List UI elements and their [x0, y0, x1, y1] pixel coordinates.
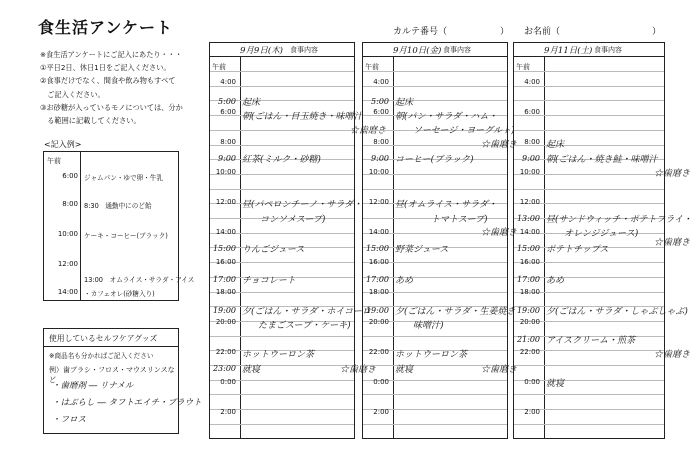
- row-line: [363, 189, 507, 190]
- name-label: お名前（: [524, 27, 561, 37]
- entry-time: 19:00: [365, 306, 389, 315]
- meal-entry: ☆歯磨き: [481, 140, 518, 150]
- hour-label: 22:00: [215, 348, 236, 356]
- hour-label: 18:00: [368, 288, 389, 296]
- meal-entry: チョコレート: [242, 276, 296, 286]
- day-header: [210, 43, 354, 57]
- meal-entry: 朝(パン・サラダ・ハム・: [395, 112, 498, 122]
- hour-label: 2:00: [220, 408, 236, 416]
- day-date: 9月10日(金): [393, 46, 442, 56]
- instruction-line: ②食事だけでなく、間食や飲み物もすべて: [40, 76, 176, 86]
- hour-label: 10:00: [519, 168, 540, 176]
- day-content-label: 食事内容: [290, 46, 318, 54]
- karte-number-label: カルテ番号（: [393, 27, 448, 37]
- row-line: [514, 71, 664, 72]
- hour-label: 6:00: [220, 108, 236, 116]
- entry-time: 15:00: [516, 244, 540, 253]
- instructions: [40, 48, 200, 127]
- am-label: 午前: [365, 63, 379, 71]
- meal-entry: ホットウーロン茶: [242, 350, 315, 360]
- entry-time: 21:00: [516, 335, 540, 344]
- entry-time: 15:00: [365, 244, 389, 253]
- hour-label: 14:00: [519, 228, 540, 236]
- hour-label: 10:00: [215, 168, 236, 176]
- hour-label: 4:00: [220, 78, 236, 86]
- selfcare-item: ・歯磨剤 ― リナメル: [52, 381, 134, 391]
- hour-label: 8:00: [373, 138, 389, 146]
- hour-label: 20:00: [368, 318, 389, 326]
- meal-entry: 朝(ごはん・焼き鮭・味噌汁: [546, 155, 658, 165]
- page-title: 食生活アンケート: [38, 18, 174, 37]
- day-date: 9月11日(土): [544, 46, 593, 56]
- meal-entry: ポテトチップス: [546, 245, 609, 255]
- day-content-label: 食事内容: [594, 46, 622, 54]
- day-column: [362, 42, 518, 439]
- day-header: [363, 43, 507, 57]
- instruction-line: ※食生活アンケートにご記入にあたり・・・: [40, 50, 183, 59]
- hour-label: 12:00: [215, 198, 236, 206]
- hour-label: 6:00: [373, 108, 389, 116]
- entry-time: 23:00: [212, 364, 236, 373]
- meal-entry: 夕(ごはん・サラダ・生姜焼き: [395, 307, 516, 317]
- meal-entry: 夕(ごはん・サラダ・ホイコーロ: [242, 307, 372, 317]
- selfcare-box: [43, 328, 202, 434]
- example-head: 午前: [47, 157, 61, 165]
- meal-entry: アイスクリーム・煎茶: [546, 336, 636, 346]
- name-close: ）: [652, 27, 662, 37]
- row-line: [363, 424, 507, 425]
- instruction-line: ①平日2日、休日1日をご記入ください。: [40, 63, 171, 73]
- meal-entry: 就寝: [242, 365, 261, 375]
- row-line: [210, 336, 354, 337]
- selfcare-item: ・フロス: [52, 415, 87, 425]
- hour-label: 8:00: [220, 138, 236, 146]
- hour-label: 16:00: [519, 258, 540, 266]
- day-content-label: 食事内容: [443, 46, 471, 54]
- entry-time: 17:00: [212, 275, 236, 284]
- meal-entry: 味噌汁): [413, 321, 444, 331]
- meal-entry: ☆歯磨き: [654, 169, 691, 179]
- meal-entry: ホットウーロン茶: [395, 350, 468, 360]
- entry-time: 19:00: [212, 306, 236, 315]
- row-line: [363, 71, 507, 72]
- hour-label: 4:00: [524, 78, 540, 86]
- example-row: 6:00 ジャムパン・ゆで卵・牛乳: [62, 172, 163, 182]
- hour-label: 18:00: [519, 288, 540, 296]
- selfcare-question: 例）歯ブラシ・フロス・マウスリンスなど: [49, 366, 175, 384]
- meal-entry: 起床: [546, 140, 565, 150]
- row-line: [514, 394, 664, 395]
- hour-label: 10:00: [368, 168, 389, 176]
- hour-label: 16:00: [368, 258, 389, 266]
- meal-entry: 夕(ごはん・サラダ・しゃぶしゃぶ): [546, 307, 688, 317]
- meal-entry: あめ: [546, 276, 565, 286]
- hour-label: 8:00: [524, 138, 540, 146]
- example-row: 12:00: [57, 260, 78, 268]
- hour-label: 0:00: [373, 378, 389, 386]
- meal-entry: りんごジュース: [242, 245, 305, 255]
- example-table: [43, 151, 195, 301]
- hour-label: 22:00: [368, 348, 389, 356]
- row-line: [210, 189, 354, 190]
- meal-entry: オレンジジュース): [564, 229, 639, 239]
- row-line: [210, 71, 354, 72]
- row-line: [514, 130, 664, 131]
- hour-label: 22:00: [519, 348, 540, 356]
- hour-label: 0:00: [220, 378, 236, 386]
- meal-entry: 就寝: [395, 365, 414, 375]
- meal-entry: たまごスープ・ケーキ): [258, 321, 351, 331]
- instruction-line: る範囲に記載してください。: [40, 116, 141, 126]
- row-line: [514, 189, 664, 190]
- instruction-line: ③お砂糖が入っているモノについては、分か: [40, 102, 183, 112]
- example-row: 14:00 ・カフェオレ(砂糖入り): [57, 288, 155, 298]
- day-column: [513, 42, 692, 439]
- hour-label: 20:00: [519, 318, 540, 326]
- hour-label: 12:00: [368, 198, 389, 206]
- meal-entry: あめ: [395, 276, 414, 286]
- entry-time: 9:00: [371, 154, 389, 163]
- entry-time: 19:00: [516, 306, 540, 315]
- meal-entry: 起床: [395, 98, 414, 108]
- hour-label: 6:00: [524, 108, 540, 116]
- row-line: [210, 130, 354, 131]
- row-line: [514, 100, 664, 101]
- hour-label: 0:00: [524, 378, 540, 386]
- meal-entry: ☆歯磨き: [654, 238, 691, 248]
- entry-time: 15:00: [212, 244, 236, 253]
- example-label: <記入例>: [44, 140, 82, 149]
- meal-entry: ☆歯磨き: [654, 350, 691, 360]
- meal-entry: ☆歯磨き: [481, 228, 518, 238]
- hour-label: 20:00: [215, 318, 236, 326]
- selfcare-title: 使用しているセルフケアグッズ: [49, 334, 158, 343]
- meal-entry: 昼(パペロンチーノ・サラダ・: [242, 200, 363, 210]
- meal-entry: トマトスープ): [431, 215, 488, 225]
- day-header: [514, 43, 664, 57]
- meal-entry: 昼(オムライス・サラダ・: [395, 200, 498, 210]
- meal-entry: ソーセージ・ヨーグルト): [413, 126, 515, 136]
- hour-label: 14:00: [368, 228, 389, 236]
- meal-entry: 野菜ジュース: [395, 245, 449, 255]
- meal-entry: 朝(ごはん・目玉焼き・味噌汁: [242, 112, 363, 122]
- meal-entry: 起床: [242, 98, 261, 108]
- meal-entry: 就寝: [546, 379, 565, 389]
- meal-entry: コンソメスープ): [260, 215, 326, 225]
- hour-label: 12:00: [519, 198, 540, 206]
- meal-entry: 紅茶(ミルク・砂糖): [242, 155, 321, 165]
- row-line: [210, 424, 354, 425]
- meal-entry: ☆歯磨き: [481, 365, 518, 375]
- example-row: 13:00 オムライス・サラダ・アイス: [84, 276, 195, 284]
- entry-time: 13:00: [516, 214, 540, 223]
- meal-entry: ☆歯磨き: [350, 126, 387, 136]
- hour-label: 16:00: [215, 258, 236, 266]
- entry-time: 17:00: [365, 275, 389, 284]
- hour-label: 4:00: [373, 78, 389, 86]
- am-label: 午前: [212, 63, 226, 71]
- row-line: [363, 394, 507, 395]
- meal-entry: ☆歯磨き: [340, 365, 377, 375]
- example-row: 8:00 8:30 通勤中にのど飴: [62, 200, 152, 210]
- entry-time: 17:00: [516, 275, 540, 284]
- row-line: [514, 365, 664, 366]
- hour-label: 2:00: [373, 408, 389, 416]
- day-column: [209, 42, 387, 439]
- am-label: 午前: [516, 63, 530, 71]
- selfcare-item: ・はぶらし ― タフトエイチ・プラウト: [52, 398, 202, 408]
- entry-time: 9:00: [522, 154, 540, 163]
- hour-label: 18:00: [215, 288, 236, 296]
- hour-label: 14:00: [215, 228, 236, 236]
- meal-entry: コーヒー(ブラック): [395, 155, 474, 165]
- karte-number-close: ）: [500, 27, 510, 37]
- meal-entry: 昼(サンドウィッチ・ポテトフライ・: [546, 215, 692, 225]
- row-line: [363, 336, 507, 337]
- row-line: [514, 424, 664, 425]
- entry-time: 9:00: [218, 154, 236, 163]
- row-line: [210, 394, 354, 395]
- example-row: 10:00 ケーキ・コーヒー(ブラック): [57, 230, 168, 240]
- selfcare-note: ※商品名も分かればご記入ください: [49, 352, 154, 360]
- entry-time: 5:00: [371, 97, 389, 106]
- entry-time: 5:00: [218, 97, 236, 106]
- instruction-line: ご記入ください。: [40, 89, 105, 99]
- day-date: 9月9日(木): [240, 46, 283, 56]
- hour-label: 2:00: [524, 408, 540, 416]
